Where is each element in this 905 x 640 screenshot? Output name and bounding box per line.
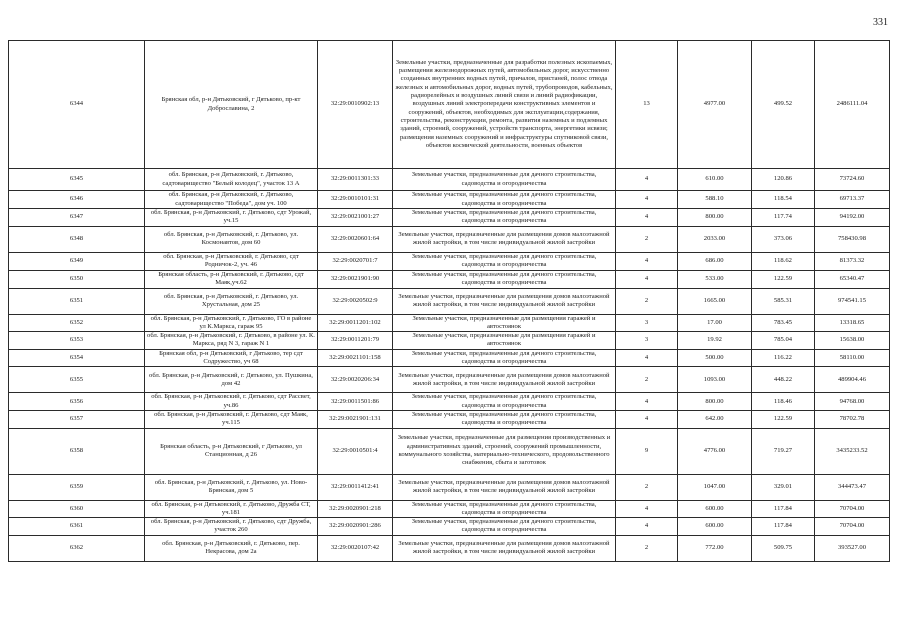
row-land-use: Земельные участки, предназначенные для размещения домов малоэтажной жилой застройки, в том числе индивидуальной жилой застройки — [393, 535, 616, 561]
row-number: 6353 — [9, 332, 145, 350]
row-cadastral-number: 32:29:0010101:31 — [318, 191, 393, 209]
row-area: 4977.00 — [678, 41, 752, 169]
row-category: 4 — [616, 270, 678, 288]
row-area: 686.00 — [678, 252, 752, 270]
row-cadastral-number: 32:29:0011201:102 — [318, 314, 393, 332]
table-row — [9, 518, 890, 536]
row-number: 6358 — [9, 428, 145, 474]
row-land-use: Земельные участки, предназначенные для дачного строительства, садоводства и огородничества — [393, 209, 616, 227]
row-area: 19.92 — [678, 332, 752, 350]
row-cadastral-value: 15638.00 — [815, 332, 890, 350]
row-category: 4 — [616, 518, 678, 536]
row-number: 6352 — [9, 314, 145, 332]
row-specific-value: 499.52 — [752, 41, 815, 169]
row-area: 1093.00 — [678, 367, 752, 393]
row-area: 588.10 — [678, 191, 752, 209]
row-land-use: Земельные участки, предназначенные для дачного строительства, садоводства и огородничества — [393, 252, 616, 270]
row-cadastral-number: 32:29:0021101:158 — [318, 349, 393, 367]
row-cadastral-value: 974541.15 — [815, 288, 890, 314]
table-row — [9, 252, 890, 270]
row-cadastral-value: 81373.32 — [815, 252, 890, 270]
row-land-use: Земельные участки, предназначенные для размещения производственных и административных зданий, строений, сооружений промышленности, коммунального хозяйства, материально-технического, продовольственного снабжения, сбыта и заготовок — [393, 428, 616, 474]
row-cadastral-value: 94192.00 — [815, 209, 890, 227]
row-category: 4 — [616, 191, 678, 209]
row-cadastral-value: 78702.78 — [815, 410, 890, 428]
row-area: 533.00 — [678, 270, 752, 288]
row-area: 500.00 — [678, 349, 752, 367]
row-category: 4 — [616, 410, 678, 428]
row-specific-value: 117.84 — [752, 518, 815, 536]
row-number: 6351 — [9, 288, 145, 314]
row-specific-value: 585.31 — [752, 288, 815, 314]
row-area: 800.00 — [678, 393, 752, 411]
row-cadastral-value: 393527.00 — [815, 535, 890, 561]
row-specific-value: 118.62 — [752, 252, 815, 270]
row-specific-value: 785.04 — [752, 332, 815, 350]
row-address: Брянская область, р-н Дятьковский, г Дятьково, ул Станционная, д 26 — [145, 428, 318, 474]
row-number: 6357 — [9, 410, 145, 428]
row-cadastral-value: 758430.98 — [815, 226, 890, 252]
row-category: 2 — [616, 226, 678, 252]
row-category: 3 — [616, 332, 678, 350]
table-row — [9, 535, 890, 561]
table-row — [9, 410, 890, 428]
row-address: обл. Брянская, р-н Дятьковский, г. Дятьково, Дружба СТ, уч.181 — [145, 500, 318, 518]
table-row — [9, 332, 890, 350]
row-address: обл. Брянская, р-н Дятьковский, г. Дятьково, садтоварищество "Белый колодец", участок 13 А — [145, 169, 318, 191]
row-address: обл. Брянская, р-н Дятьковский, г. Дятьково, сдт Рассвет, уч.86 — [145, 393, 318, 411]
row-area: 1047.00 — [678, 474, 752, 500]
table-row — [9, 474, 890, 500]
table-body — [9, 41, 890, 562]
row-land-use: Земельные участки, предназначенные для дачного строительства, садоводства и огородничества — [393, 410, 616, 428]
row-specific-value: 122.59 — [752, 270, 815, 288]
row-number: 6362 — [9, 535, 145, 561]
row-area: 772.00 — [678, 535, 752, 561]
row-area: 600.00 — [678, 500, 752, 518]
row-category: 13 — [616, 41, 678, 169]
row-category: 3 — [616, 314, 678, 332]
row-cadastral-number: 32:29:0021901:131 — [318, 410, 393, 428]
row-area: 17.00 — [678, 314, 752, 332]
row-number: 6356 — [9, 393, 145, 411]
row-category: 4 — [616, 393, 678, 411]
row-cadastral-value: 69713.37 — [815, 191, 890, 209]
row-land-use: Земельные участки, предназначенные для дачного строительства, садоводства и огородничества — [393, 349, 616, 367]
row-cadastral-number: 32:29:0020901:286 — [318, 518, 393, 536]
row-cadastral-number: 32:29:0020901:218 — [318, 500, 393, 518]
row-number: 6360 — [9, 500, 145, 518]
row-cadastral-number: 32:29:0021901:90 — [318, 270, 393, 288]
row-area: 610.00 — [678, 169, 752, 191]
row-cadastral-number: 32:29:0010501:4 — [318, 428, 393, 474]
row-land-use: Земельные участки, предназначенные для размещения домов малоэтажной жилой застройки, в том числе индивидуальной жилой застройки — [393, 288, 616, 314]
row-cadastral-value: 70704.00 — [815, 518, 890, 536]
row-land-use: Земельные участки, предназначенные для дачного строительства, садоводства и огородничества — [393, 191, 616, 209]
row-address: обл. Брянская, р-н Дятьковский, г. Дятьково, ул. Хрустальная, дом 25 — [145, 288, 318, 314]
row-address: обл. Брянская, р-н Дятьковский, г. Дятьково, ул. Космонавтов, дом 60 — [145, 226, 318, 252]
row-cadastral-value: 489904.46 — [815, 367, 890, 393]
row-cadastral-number: 32:29:0021001:27 — [318, 209, 393, 227]
table-row — [9, 270, 890, 288]
row-address: Брянская обл, р-н Дятьковский, г Дятьково, пр-кт Доброславина, 2 — [145, 41, 318, 169]
row-cadastral-value: 73724.60 — [815, 169, 890, 191]
row-specific-value: 448.22 — [752, 367, 815, 393]
row-number: 6346 — [9, 191, 145, 209]
row-address: обл. Брянская, р-н Дятьковский, г. Дятьково, ГО в районе ул К.Маркса, гараж 95 — [145, 314, 318, 332]
row-specific-value: 118.54 — [752, 191, 815, 209]
row-number: 6361 — [9, 518, 145, 536]
row-specific-value: 117.74 — [752, 209, 815, 227]
table-row — [9, 393, 890, 411]
row-number: 6354 — [9, 349, 145, 367]
row-specific-value: 116.22 — [752, 349, 815, 367]
row-address: обл. Брянская, р-н Дятьковский, г. Дятьково, пер. Некрасова, дом 2а — [145, 535, 318, 561]
row-specific-value: 120.86 — [752, 169, 815, 191]
row-land-use: Земельные участки, предназначенные для размещения домов малоэтажной жилой застройки, в том числе индивидуальной жилой застройки — [393, 226, 616, 252]
row-area: 800.00 — [678, 209, 752, 227]
row-cadastral-value: 2486111.04 — [815, 41, 890, 169]
row-address: обл. Брянская, р-н Дятьковский, г. Дятьково, садтоварищество "Победа", дом уч. 100 — [145, 191, 318, 209]
row-cadastral-number: 32:29:0011201:79 — [318, 332, 393, 350]
row-address: обл. Брянская, р-н Дятьковский, г. Дятьково, сдт Маяк, уч.115 — [145, 410, 318, 428]
row-land-use: Земельные участки, предназначенные для дачного строительства, садоводства и огородничества — [393, 169, 616, 191]
row-cadastral-number: 32:29:0020701:7 — [318, 252, 393, 270]
row-area: 4776.00 — [678, 428, 752, 474]
table-row — [9, 226, 890, 252]
table-row — [9, 191, 890, 209]
row-area: 2033.00 — [678, 226, 752, 252]
table-row — [9, 314, 890, 332]
row-cadastral-number: 32:29:0020107:42 — [318, 535, 393, 561]
row-specific-value: 783.45 — [752, 314, 815, 332]
row-cadastral-value: 65340.47 — [815, 270, 890, 288]
row-category: 4 — [616, 500, 678, 518]
row-cadastral-number: 32:29:0020206:34 — [318, 367, 393, 393]
row-category: 4 — [616, 169, 678, 191]
row-category: 4 — [616, 209, 678, 227]
row-category: 9 — [616, 428, 678, 474]
row-area: 600.00 — [678, 518, 752, 536]
row-cadastral-number: 32:29:0010902:13 — [318, 41, 393, 169]
row-specific-value: 719.27 — [752, 428, 815, 474]
row-land-use: Земельные участки, предназначенные для размещения гаражей и автостоянок — [393, 314, 616, 332]
row-cadastral-value: 58110.00 — [815, 349, 890, 367]
row-area: 642.00 — [678, 410, 752, 428]
table-row — [9, 288, 890, 314]
row-address: Брянская обл, р-н Дятьковский, г Дятьково, тер сдт Содружество, уч 68 — [145, 349, 318, 367]
row-land-use: Земельные участки, предназначенные для размещения домов малоэтажной жилой застройки, в том числе индивидуальной жилой застройки — [393, 474, 616, 500]
row-address: обл. Брянская, р-н Дятьковский, г. Дятьково, в районе ул. К. Маркса, ряд N 3, гараж N 1 — [145, 332, 318, 350]
row-category: 2 — [616, 474, 678, 500]
row-land-use: Земельные участки, предназначенные для размещения домов малоэтажной жилой застройки, в том числе индивидуальной жилой застройки — [393, 367, 616, 393]
row-number: 6355 — [9, 367, 145, 393]
row-address: Брянская область, р-н Дятьковский, г. Дятьково, сдт Маяк,уч.62 — [145, 270, 318, 288]
row-number: 6350 — [9, 270, 145, 288]
row-specific-value: 373.06 — [752, 226, 815, 252]
row-address: обл. Брянская, р-н Дятьковский, г. Дятьково, сдт Дружба, участок 260 — [145, 518, 318, 536]
row-cadastral-value: 13318.65 — [815, 314, 890, 332]
row-cadastral-value: 3435233.52 — [815, 428, 890, 474]
row-category: 2 — [616, 535, 678, 561]
row-land-use: Земельные участки, предназначенные для дачного строительства, садоводства и огородничества — [393, 500, 616, 518]
row-land-use: Земельные участки, предназначенные для дачного строительства, садоводства и огородничества — [393, 393, 616, 411]
row-address: обл. Брянская, р-н Дятьковский, г. Дятьково, ул. Пушкина, дом 42 — [145, 367, 318, 393]
row-number: 6359 — [9, 474, 145, 500]
row-cadastral-value: 344473.47 — [815, 474, 890, 500]
row-number: 6347 — [9, 209, 145, 227]
table-row — [9, 41, 890, 169]
table-row — [9, 209, 890, 227]
row-specific-value: 122.59 — [752, 410, 815, 428]
row-number: 6344 — [9, 41, 145, 169]
row-specific-value: 117.84 — [752, 500, 815, 518]
row-cadastral-value: 70704.00 — [815, 500, 890, 518]
row-category: 2 — [616, 367, 678, 393]
row-cadastral-number: 32:29:0011412:41 — [318, 474, 393, 500]
row-number: 6348 — [9, 226, 145, 252]
row-land-use: Земельные участки, предназначенные для дачного строительства, садоводства и огородничества — [393, 518, 616, 536]
row-category: 4 — [616, 252, 678, 270]
row-land-use: Земельные участки, предназначенные для размещения гаражей и автостоянок — [393, 332, 616, 350]
row-cadastral-number: 32:29:0020502:9 — [318, 288, 393, 314]
row-number: 6349 — [9, 252, 145, 270]
table-row — [9, 428, 890, 474]
row-category: 4 — [616, 349, 678, 367]
row-land-use: Земельные участки, предназначенные для дачного строительства, садоводства и огородничества — [393, 270, 616, 288]
row-cadastral-value: 94768.00 — [815, 393, 890, 411]
row-address: обл. Брянская, р-н Дятьковский, г. Дятьково, сдт Урожай, уч.15 — [145, 209, 318, 227]
row-cadastral-number: 32:29:0020601:64 — [318, 226, 393, 252]
cadastral-value-table — [8, 40, 890, 562]
row-number: 6345 — [9, 169, 145, 191]
row-specific-value: 329.01 — [752, 474, 815, 500]
table-row — [9, 367, 890, 393]
page-number: 331 — [873, 17, 888, 28]
row-land-use: Земельные участки, предназначенные для разработки полезных ископаемых, размещения железнодорожных путей, автомобильных дорог, искусственно созданных внутренних водных путей, причалов, пристаней, полос отвода железных и автомобильных дорог, водных путей, трубопроводов, кабельных, радиорелейных и воздушных линий связи и линий радиофикации, воздушных линий электропередачи конструктивных элементов и сооружений, объектов, необходимых для эксплуатации,содержания, строительства, реконструкции, ремонта, развития наземных и подземных зданий, строений, сооружений, устройств транспорта, энергетики исвязи; размещения наземных сооружений и инфраструктуры спутниковой связи, объектов космической деятельности, военных объектов — [393, 41, 616, 169]
row-category: 2 — [616, 288, 678, 314]
row-specific-value: 118.46 — [752, 393, 815, 411]
row-address: обл. Брянская, р-н Дятьковский, г. Дятьково, сдт Родничок-2, уч. 46 — [145, 252, 318, 270]
table-row — [9, 169, 890, 191]
table-row — [9, 349, 890, 367]
row-cadastral-number: 32:29:0011301:33 — [318, 169, 393, 191]
row-cadastral-number: 32:29:0011501:86 — [318, 393, 393, 411]
row-specific-value: 509.75 — [752, 535, 815, 561]
table-row — [9, 500, 890, 518]
row-area: 1665.00 — [678, 288, 752, 314]
row-address: обл. Брянская, р-н Дятьковский, г. Дятьково, ул. Ново-Брянская, дом 5 — [145, 474, 318, 500]
